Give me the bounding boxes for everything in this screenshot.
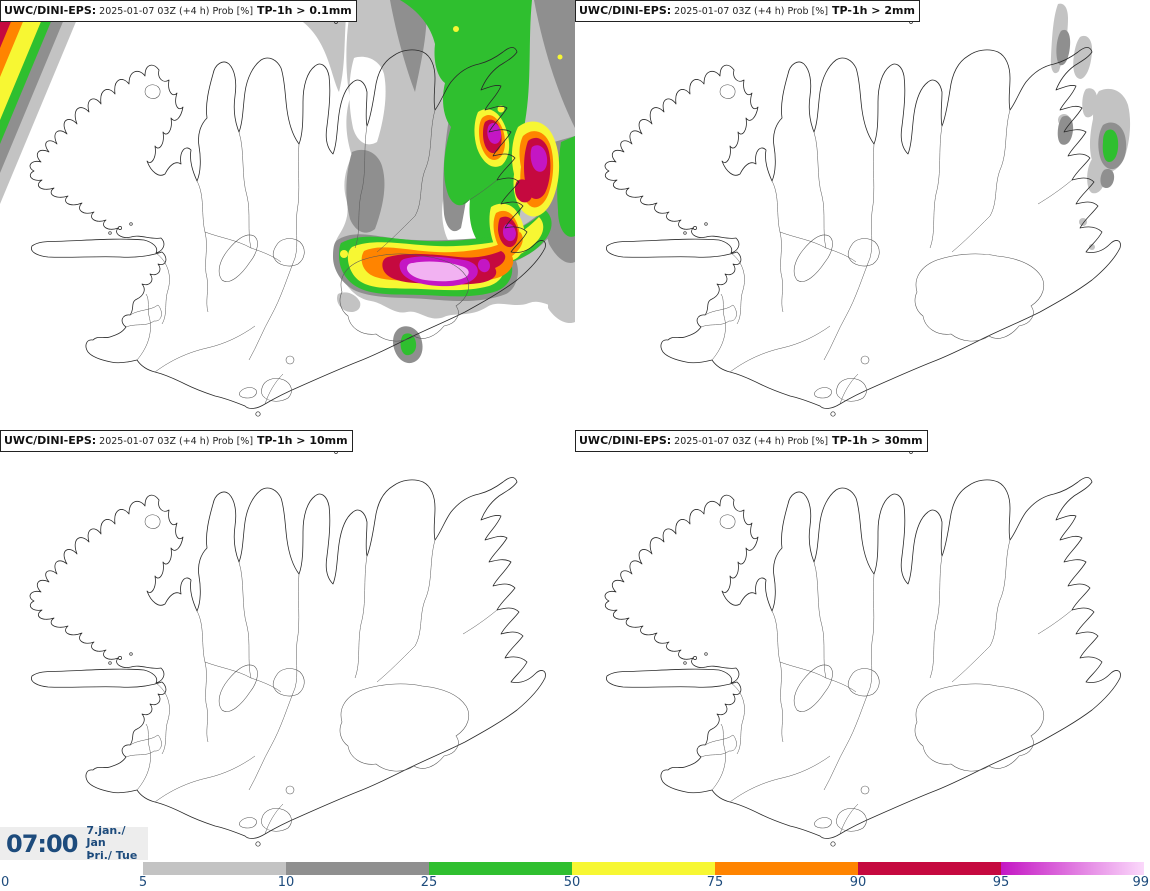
- threshold-label: TP-1h > 10mm: [257, 434, 348, 447]
- panel-title: [0, 0, 357, 22]
- map-iceland-prob-0p1mm: [0, 0, 575, 430]
- forecast-panel-tp-10mm: [0, 430, 575, 860]
- run-info: 2025-01-07 03Z (+4 h) Prob [%]: [674, 436, 829, 447]
- model-name: UWC/DINI-EPS:: [4, 4, 97, 17]
- model-name: UWC/DINI-EPS:: [579, 4, 672, 17]
- panel-title: [575, 0, 920, 22]
- run-info: 2025-01-07 03Z (+4 h) Prob [%]: [674, 6, 829, 17]
- forecast-panel-tp-2mm: [575, 0, 1150, 430]
- threshold-label: TP-1h > 30mm: [832, 434, 923, 447]
- forecast-panel-tp-0p1mm: [0, 0, 575, 430]
- valid-date-weekday: Þri./ Tue: [86, 848, 138, 862]
- panel-title: [0, 430, 353, 452]
- forecast-panel-tp-30mm: [575, 430, 1150, 860]
- tick-95: 95: [992, 875, 1010, 890]
- model-name: UWC/DINI-EPS:: [579, 434, 672, 447]
- run-info: 2025-01-07 03Z (+4 h) Prob [%]: [99, 436, 254, 447]
- tick-50: 50: [563, 875, 581, 890]
- tick-0: 0: [1, 875, 10, 890]
- valid-time: 07:00: [6, 829, 78, 858]
- tick-5: 5: [138, 875, 148, 890]
- map-iceland-prob-30mm: [575, 430, 1150, 860]
- tick-90: 90: [849, 875, 867, 890]
- tick-99: 99: [1132, 875, 1149, 890]
- colorbar-tick-labels: [0, 874, 1150, 891]
- panel-title: [575, 430, 928, 452]
- run-info: 2025-01-07 03Z (+4 h) Prob [%]: [99, 6, 254, 17]
- model-name: UWC/DINI-EPS:: [4, 434, 97, 447]
- valid-time-box: [0, 823, 148, 862]
- valid-date-month: 7.jan./ Jan: [86, 823, 126, 850]
- precip-probability-overlay: [0, 0, 575, 363]
- tick-10: 10: [277, 875, 295, 890]
- valid-date: [86, 825, 148, 863]
- precip-probability-overlay: [1051, 4, 1130, 250]
- threshold-label: TP-1h > 2mm: [832, 4, 915, 17]
- map-iceland-prob-2mm: [575, 0, 1150, 430]
- tick-25: 25: [420, 875, 438, 890]
- threshold-label: TP-1h > 0.1mm: [257, 4, 352, 17]
- tick-75: 75: [706, 875, 724, 890]
- map-iceland-prob-10mm: [0, 430, 575, 860]
